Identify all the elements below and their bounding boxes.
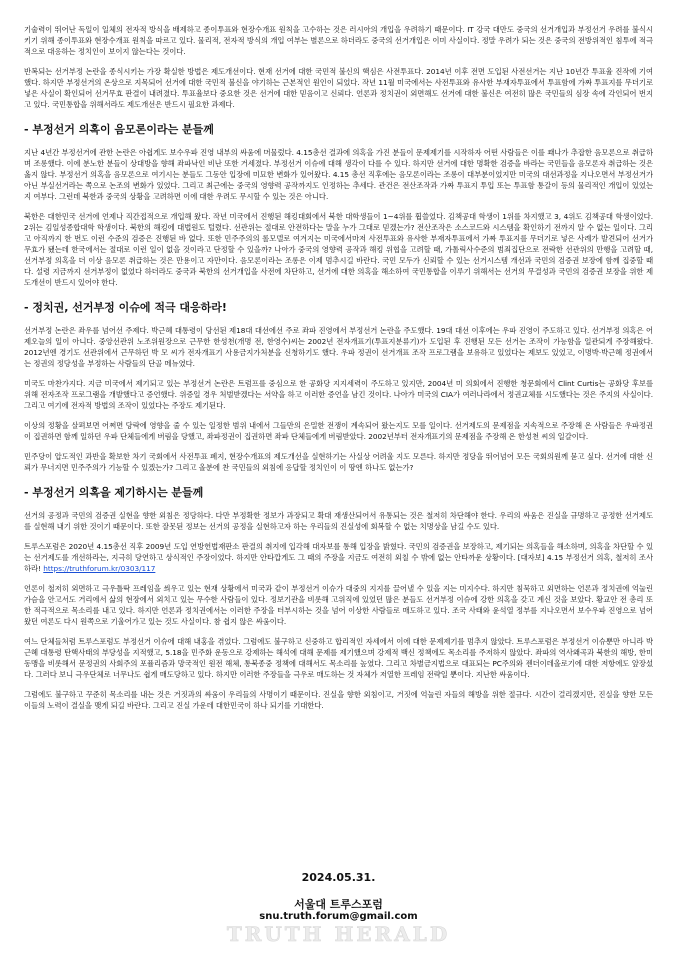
section2-paragraph-1: 선거부정 논란은 좌우를 넘어선 주제다. 박근혜 대통령이 당선된 제18대 대선에선 주로 좌파 진영에서 부정선거 논란을 주도했다. 19대 대선 이후에는 우파 진영이 주도하고 있다. 선거부정 의혹은 어제오늘의 일이 아니다. 중앙선관위 노조위원장으로 근무한 한성천(개명 전, 한영수)씨는 2002년 전자개표기(투표지분류기)가 도입된 후 진행된 모든 선거는 조작이 가능함을 일관되게 주장해왔다. 2012년엔 경기도 선관위에서 근무하던 박 모 씨가 전자개표기 사용금지가처분을 신청하기도 했다. 우파 정권이 선거개표 조작 프로그램을 보유하고 있었다는 제보도 있었고, 이명박·박근혜 정권에서는 정권의 정당성을 부정하는 사람들의 단골 메뉴였다.: [24, 326, 653, 368]
document-date: 2024.05.31.: [301, 871, 376, 884]
section-heading-claimants: - 부정선거 의혹을 제기하시는 분들께: [24, 486, 204, 499]
section2-paragraph-3: 이상의 정황을 살펴보면 어쩌면 당락에 영향을 줄 수 있는 일정한 범위 내에서 그들만의 은밀한 전쟁이 계속되어 왔는지도 모를 일이다. 선거제도의 문제점을 지속적으로 주장해 온 사람들은 우파정권이 집권하면 함께 일하던 우파 단체들에게 버림을 당했고, 좌파정권이 집권하면 좌파 단체들에게 버림받았다. 2002년부터 전자개표기의 문제점을 주장해 온 한성천 씨의 일갈이다.: [24, 421, 653, 441]
section3-paragraph-3: 언론이 철저히 외면하고 극우틀딱 프레임을 씌우고 있는 현재 상황에서 미국과 같이 부정선거 이슈가 대중의 지지를 끌어낼 수 있을 지는 미지수다. 하지만 침묵하고 외면하는 언론과 정치권에 억눌린 가슴을 안고서도 거리에서 삶의 현장에서 외치고 있는 무수한 사람들이 있다. 정보기관을 비롯해 고위직에 있었던 많은 분들도 선거부정 이슈에 강한 의혹을 갖고 계신 것을 보았다. 황교안 전 총리 또한 적극적으로 목소리를 내고 있다. 하지만 언론과 정치권에서는 이러한 주장을 터부시하는 것을 넘어 이상한 사람들로 매도하고 있다. 조국 사태와 윤석열 정부를 지나오면서 보수우파 진영으로 넘어왔던 여론도 다시 원쪽으로 기울어가고 있는 것도 사실이다. 참 쉽지 않은 싸움이다.: [24, 584, 653, 626]
organization-name: 서울대 트루스포럼: [294, 898, 383, 911]
section-heading-conspiracy: - 부정선거 의혹이 음모론이라는 분들께: [24, 123, 214, 136]
document-body: [24, 24, 653, 720]
section3-paragraph-4: 여느 단체들처럼 트루스포럼도 부정선거 이슈에 대해 내홍을 겪었다. 그럼에도 불구하고 신중하고 합리적인 자세에서 이에 대한 문제제기를 멈추지 않았다. 트루스포럼은 부정선거 이슈뿐만 아니라 박근혜 대통령 탄핵사태의 부당성을 지적했고, 5.18을 민주화 운동으로 강제하는 해석에 대해 문제를 제기했으며 강제적 백신 정책에도 목소리를 주저하지 않았다. 좌파의 역사왜곡과 북한의 해방, 한미동맹을 비롯해서 문정권의 사회주의 포퓰리즘과 망국적인 원전 해체, 통북종중 정책에 대해서도 목소리를 높였다. 그리고 차별금지법으로 대표되는 PC주의와 젠더이데올로기에 대한 저항에도 앞장섰다. 그러다 보니 극우단체로 너무나도 쉽게 매도당하고 있다. 하지만 이러한 주장들을 극우로 매도하는 것 자체가 저열한 프레임 전략일 뿐이다. 지난한 싸움이다.: [24, 637, 653, 679]
section3-paragraph-1: 선거의 공정과 국민의 검증권 실현을 향한 외침은 정당하다. 다만 부정확한 정보가 과장되고 확대 재생산되어서 유통되는 것은 철저히 차단해야 한다. 우리의 싸움은 진실을 규명하고 공정한 선거제도를 실현해 내기 위한 것이기 때문이다. 또한 잘못된 정보는 선거의 공정을 실현하고자 하는 우리들의 진실성에 회복할 수 없는 치명상을 남길 수도 있다.: [24, 511, 653, 531]
section3-paragraph-2-text: 트루스포럼은 2020년 4.15총선 직후 2009년 도입 연방헌법재판소 판결의 취지에 입각해 대자보를 통해 입장을 밝혔다. 국민의 검증권을 보장하고, 제기되는 의혹들을 해소하며, 의혹을 차단할 수 있는 선거제도를 개선하라는, 지극히 당연하고 상식적인 주장이었다. 하지만 안타깝게도 그 때의 주장을 지금도 여전히 외칠 수 밖에 없는 안타까운 상황이다. [대자보] 4.15 부정선거 의혹, 철저히 조사하라!: [24, 542, 653, 573]
watermark: TRUTH HERALD: [226, 922, 451, 946]
truthforum-link[interactable]: https://truthforum.kr/0303/117: [43, 564, 156, 573]
contact-email: snu.truth.forum@gmail.com: [259, 911, 418, 922]
section2-paragraph-2: 미국도 마찬가지다. 지금 미국에서 제기되고 있는 부정선거 논란은 트럼프를 중심으로 한 공화당 지지세력이 주도하고 있지만, 2004년 미 의회에서 진행한 청문회에서 Clint Curtis는 공화당 후보를 위해 전자조작 프로그램을 개발했다고 증언했다. 위증일 경우 처벌받겠다는 서약을 하고 이러한 증언을 남긴 것이다. 나아가 미국의 CIA가 여러나라에서 정권교체를 시도했다는 것은 주지의 사실이다. 그리고 여기에 전자적 방법의 조작이 있었다는 주장도 제기된다.: [24, 379, 653, 410]
section1-paragraph-2: 북한은 대한민국 선거에 언제나 직간접적으로 개입해 왔다. 작년 미국에서 진행된 해킹대회에서 북한 대학생들이 1~4위를 휩쓸었다. 김책공대 학생이 1위를 차지했고 3, 4위도 김책공대 학생이었다. 2위는 김일성종합대학 학생이다. 북한의 해킹에 대법원도 털렸다. 선관위는 절대로 안전하다는 말을 누가 그대로 믿겠는가? 전산조작은 소스코드와 시스템을 확인하기 전까지 알 수 없는 일이다. 그리고 아직까지 한 번도 이런 수준의 검증은 진행된 바 없다. 또한 민주주의의 롤모델로 여겨지는 미국에서마저 사전투표와 유사한 부재자투표에서 가짜 투표지를 무더기로 넣은 사례가 발견되어 선거가 무효가 됐는데 한국에서는 절대로 이런 일이 없을 것이라고 단정할 수 있을까? 나아가 중국의 영향력 공작과 해킹 위협을 고려할 때, 가톨릭사수준의 범죄집단으로 전락한 선관위의 만행을 고려할 때, 선거부정 의혹을 더 이상 음모론 취급하는 것은 만용이고 자만이다. 음모론이라는 조롱은 이제 멈추시길 바란다. 국민 모두가 신뢰할 수 있는 선거시스템 개선과 국민의 검증권 보장에 함께 집중할 때다. 설령 지금까지 선거부정이 없었다 하더라도 중국과 북한의 선거개입을 사전에 차단하고, 선거에 대한 의혹을 해소하여 국민통합을 이루기 위해서는 선거의 무결성과 국민의 검증권 보장을 위한 제도개선이 반드시 있어야 한다.: [24, 212, 653, 287]
section-heading-politics: - 정치권, 선거부정 이슈에 적극 대응하라!: [24, 301, 227, 314]
section3-paragraph-2: [24, 541, 653, 574]
intro-paragraph-2: 반복되는 선거부정 논란을 종식시키는 가장 확실한 방법은 제도개선이다. 현재 선거에 대한 국민적 불신의 핵심은 사전투표다. 2014년 이후 전면 도입된 사전선거는 지난 10년간 투표율 진작에 기여했다. 하지만 부정선거의 온상으로 지목되어 선거에 대한 국민적 불신을 야기하는 근본적인 원인이 되었다. 작년 11월 미국에서는 사전투표와 유사한 부재자투표에서 투표함에 가짜 투표지를 무더기로 넣은 사실이 확인되어 선거무효 판결이 내려졌다. 투표율보다 중요한 것은 선거에 대한 믿음이고 신뢰다. 언론과 정치권이 외면해도 선거에 대한 불신은 여전히 많은 국민들의 심장 속에 각인되어 번지고 있다. 국민통합을 위해서라도 제도개선은 반드시 필요한 과제다.: [24, 67, 653, 109]
section3-paragraph-5: 그럼에도 불구하고 꾸준히 목소리를 내는 것은 거짓과의 싸움이 우리들의 사명이기 때문이다. 진실을 향한 외침이고, 거짓에 억눌린 자들의 해방을 위한 절규다. 시간이 걸리겠지만, 진실을 향한 모든 이들의 노력이 결실을 맺게 되길 바란다. 그리고 진실 가운데 대한민국이 하나 되기를 기대한다.: [24, 690, 653, 710]
section1-paragraph-1: 지난 4년간 부정선거에 관한 논란은 아쉽게도 보수우파 진영 내부의 싸움에 머물렀다. 4.15총선 결과에 의혹을 가진 분들이 문제제기를 시작하자 어떤 사람들은 이를 꽤나가 추잡한 음모론으로 취급하며 조롱했다. 이에 분노한 분들이 상대방을 향해 좌파낙인 비난 또한 거세졌다. 부정선거 이슈에 대해 생각이 다를 수 있다. 하지만 선거에 대한 명확한 검증을 바라는 국민들을 음모론자 취급하는 것은 옳지 않다. 부정선거 의혹을 음모론으로 여기시는 분들도 그동안 입장에 미묘한 변화가 있어왔다. 4.15 총선 직후에는 음모론이라는 조롱이 대부분이었지만 미국의 대선과정을 지나오면서 부정선거가 아닌 부실선거라는 쪽으로 논조의 변화가 있었다. 그리고 최근에는 중국의 영향력 공작까지도 인정하는 추세다. 관건은 전산조작과 가짜 투표지 투입 또는 투표함 통갈이 등의 물리적인 개입이 있었는지 여부다. 그런데 북한과 중국의 상황을 고려하면 이에 대한 우려도 무시할 수 있는 것은 아니다.: [24, 148, 653, 201]
intro-paragraph-1: 기술력이 뛰어난 독일이 일체의 전자적 방식을 배제하고 종이투표와 현장수개표 원칙을 고수하는 것은 러시아의 개입을 우려하기 때문이다. IT 강국 대만도 중국의 선거개입과 부정선거 우려를 불식시키기 위해 종이투표와 현장수개표 원칙을 따르고 있다. 물리적, 전자적 방식의 개입 여부는 별론으로 하더라도 중국의 선거개입은 이미 사실이다. 정말 우려가 되는 것은 중국의 전방위적인 침투에 적극적으로 대응하는 정치인이 보이지 않는다는 것이다.: [24, 25, 653, 56]
section2-paragraph-4: 민주당이 압도적인 과반을 확보한 차기 국회에서 사전투표 폐지, 현장수개표의 제도개선을 실현하기는 사실상 어려울 지도 모른다. 하지만 정당을 뛰어넘어 모든 국회의원께 묻고 싶다. 선거에 대한 신뢰가 무너지면 민주주의가 기능할 수 있겠는가? 그리고 올분에 찬 국민들의 외침에 응답할 정치인이 이 땅엔 하나도 없는가?: [24, 452, 653, 472]
